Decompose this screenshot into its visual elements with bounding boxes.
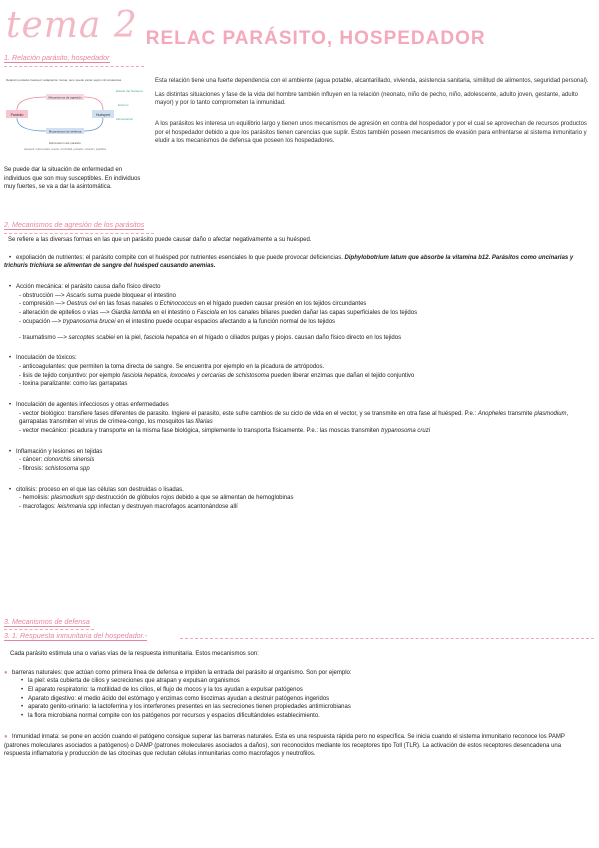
bullet-expoliacion: • expoliación de nutrientes: el parásito compite con el huésped por nutrientes esenciales lo que puede provocar deficiencias. Diphylobotrium latum que absorbe la vitamina b12. Parásitos como uncinarias y trichuris trichiura se alimentan de sangre del huésped causando anemias. — [4, 254, 574, 270]
item-compresion: - compresión —> Oestrus ovi en las fosas nasales o Echinococcus en el hígado pueden causar presión en los tejidos circundantes — [19, 301, 367, 308]
item-vector-mecanico: - vector mecánico: picadura y transporte en la misma fase biológica, simplemente lo transporta físicamente. P.e.: las moscas transmiten trypanosoma cruzi — [19, 428, 431, 434]
arrow-to-host — [84, 97, 103, 110]
s2-intro: Se refiere a las diversas formas en las que un parásito puede causar daño o afectar negativamente a su huésped. — [8, 237, 312, 243]
diagram-defense: Mecanismos de defensa — [48, 129, 82, 134]
item-toxina: - toxina paralizante: como las garrapatas — [19, 381, 128, 388]
title-subject: RELAC PARÁSITO, HOSPEDADOR — [145, 27, 486, 49]
bullet-inflamacion: • Inflamación y lesiones en tejidas — [8, 448, 103, 455]
divider — [4, 233, 154, 234]
section-2-body — [4, 236, 594, 512]
list-item: • la piel: esta cubierta de cilios y secreciones que atrapan y expulsan organismos — [20, 678, 240, 685]
list-item: • Aparato digestivo: el medio ácido del estómago y enzimas como lisozimas ayudan a destruir patógenos ingeridos — [20, 695, 330, 702]
item-anticoagulantes: - anticoagulantes: que permiten la toma directa de sangre. Se encuentra por ejemplo en la picadura de artrópodos. — [19, 363, 325, 370]
list-item: • El aparato respiratorio: la motilidad de los cilios, el flujo de mocos y la tos ayudan a expulsar patógenos — [20, 687, 303, 694]
arrow-aggression — [17, 97, 46, 110]
side-note: Se puede dar la situación de enfermedad en individuos que son muy susceptibles. En individuos muy fuertes, se va a dar la asintomática. — [4, 167, 141, 191]
arrow-defense — [84, 118, 103, 131]
diagram-r2: Entorno — [118, 103, 129, 107]
section-1-heading: 1. Relación parásito, hospedador — [4, 53, 110, 62]
diagram-r1: Estado del huésped — [116, 89, 143, 93]
bullet-citolisis: • citolisis: proceso en el que las células son destruidas o lisadas. — [8, 486, 184, 493]
section-3-body — [4, 650, 594, 759]
section-3-heading: 3. Mecanismos de defensa — [4, 617, 90, 626]
title-tema: tema 2 — [6, 5, 138, 46]
diagram-top-text: Relación parásito-huésped: adaptación mutua, pero puede variar según circunstancias — [6, 78, 122, 82]
divider — [4, 629, 94, 630]
diagram-parasite: Parásito — [10, 113, 24, 117]
s1-paragraph-2: Las distintas situaciones y fase de la vida del hombre también influyen en la relación (neonato, niño de pecho, niño, adolescente, adulto joven, gestante, adulto mayor) y por lo tanto comprometen la inmunidad. — [155, 91, 578, 107]
item-traumatismo: - traumatismo —> sarcoptes scabiei en la piel, fasciola hepatica en el hígado o ciliados pulgas y piojos. causan daño físico directo en los tejidos — [19, 334, 402, 341]
s1-paragraph-1: Esta relación tiene una fuerte dependencia con el ambiente (agua potable, alcantarillado, vivienda, asistencia sanitaria, similitud de alimentos, seguridad personal). — [155, 78, 589, 84]
bullet-toxicos: • Inoculación de tóxicos: — [8, 355, 77, 362]
bullet-agentes: • Inoculación de agentes infecciosos y otras enfermedades — [8, 401, 169, 408]
diagram-host: Huésped — [95, 113, 111, 117]
item-ocupacion: - ocupación —> trypanosoma brucei en el intestino puede ocupar espacios afectando a la función normal de los tejidos — [19, 318, 336, 325]
item-vector-biologico: - vector biológico: transfiere fases diferentes de parasito. Ingiere el parasito, este sufre cambios de su ciclo de vida en el vector, y se transmite en otra fase al huésped. P.e.: Anopheles transmite plasmodium, garrapatas transmiten el virus de crimea-congo, los mosquitos las filarias — [19, 410, 569, 426]
item-cancer: - cáncer: clonorchis sinensis — [19, 457, 95, 464]
diagram-aggression: Mecanismos de agresión — [48, 95, 82, 100]
item-alteracion: - alteración de epitelios o vías —> Giardia lamblia en el intestino o Fasciola en los canales biliares pueden dañar las capas superficiales de los tejidos — [19, 310, 418, 317]
bullet-accion-mecanica: • Acción mecánica: el parásito causa daño físico directo — [8, 284, 161, 291]
diagram-bottom-title: Eliminación del parásito — [49, 141, 81, 145]
item-hemolisis: - hemolisis: plasmodium spp destrucción de glóbulos rojos debido a que se alimentan de hemoglobinas — [19, 495, 294, 502]
section-3-1-heading: 3. 1. Respuesta inmunitaria del hospedador.- — [4, 631, 148, 640]
section-2-heading: 2. Mecanismos de agresión de los parásitos — [4, 220, 145, 229]
section-1-text — [155, 77, 595, 151]
list-item: • la flora microbiana normal compite con los patógenos por recursos y espacios dificultándoles establecimiento. — [20, 713, 320, 720]
page-title — [6, 0, 486, 49]
diagram-r3: Alimentación — [116, 117, 134, 121]
list-item: • aparato genito-urinario: la lactoferrina y los interferones presentes en las secreciones tienen propiedades antimicrobianas — [20, 704, 351, 711]
item-macrofagos: - macrofagos: leishmania spp infectan y destruyen macrofagos acantonándose allí — [19, 504, 238, 511]
arrow-to-parasite — [17, 118, 46, 131]
item-obstruccion: - obstrucción —> Ascaris suma puede bloquear el intestino — [19, 292, 176, 299]
bullet-inmunidad-innata: ● Inmunidad innata: se pone en acción cuando el patógeno consigue superar las barreras naturales. Esta es una respuesta rápida pero no específica. Se inicia cuando el sistema inmunitario reconoce los PAMP (patrones moleculares asociados a patógenos) o DAMP (patrones moleculares asociados a daños), son reconocidos mediante los receptores tipo Toll (TLR). La activación de estos receptores desencadena una respuesta inflamatoria y producción de las citocinas que reclutan células inmunitarias como macrofagos y neutrofilos. — [4, 733, 565, 758]
barrier-list — [4, 677, 594, 720]
diagram-bottom-text: Huésped: enfermedad, muerte, cronicidad, portador, curación, equilibrio — [23, 148, 107, 151]
divider — [4, 66, 144, 67]
s1-paragraph-3: A los parásitos les interesa un equilibrio largo y tienen unos mecanismos de agresión en contra del hospedador y por el cual se aprovechan de recursos productos por el hospedador debido a que los parásitos tienen carencias que suplir. Estos también poseen mecanismos de evasión para enfrentarse al sistema inmunitario y eludir a los mecanismos de defensa que poseen los hospedadores. — [155, 121, 587, 145]
divider — [180, 638, 594, 639]
relation-diagram — [4, 76, 147, 160]
item-lisis: - lisis de tejido conjuntivo: por ejemplo fasciola hepatica, loxoceles y cercarias de schistosoma pueden liberar enzimas que dañan el tejido conjuntivo — [19, 372, 415, 379]
s3-intro: Cada parásito estimula una o varias vías de la respuesta inmunitaria. Estos mecanismos son: — [10, 651, 259, 657]
bullet-barreras: ● barreras naturales: que actúan como primera línea de defensa e impiden la entrada del parásito al organismo. Son por ejemplo: — [4, 669, 352, 676]
item-fibrosis: - fibrosis: schistosoma spp — [19, 466, 90, 473]
